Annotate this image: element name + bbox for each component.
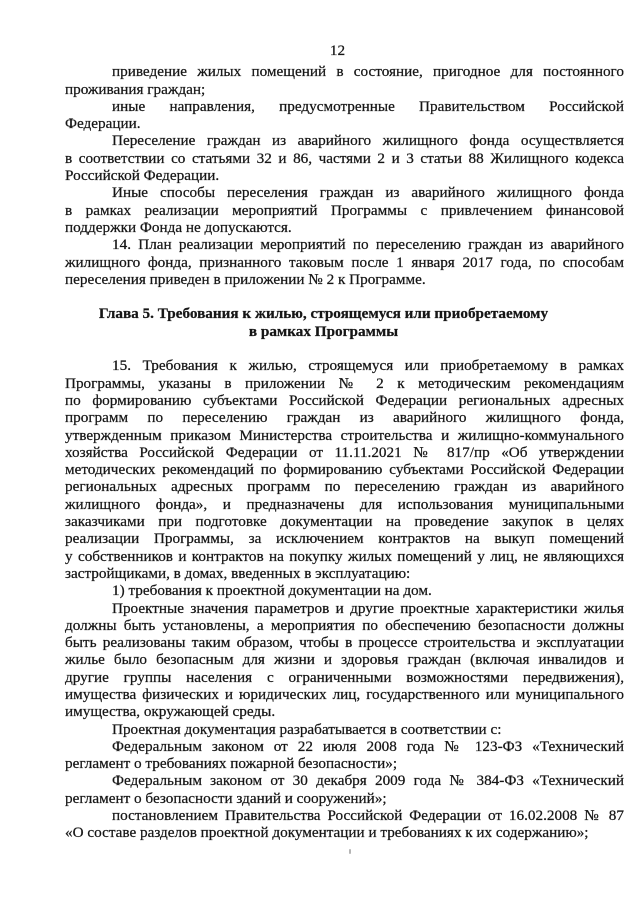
- text-line: утвержденным приказом Министерства строительства и жилищно-коммунального: [65, 426, 624, 444]
- text-line: Федеральным законом от 30 декабря 2009 года № 384-ФЗ «Технический: [112, 772, 624, 790]
- text-line: Иные способы переселения граждан из аварийного жилищного фонда: [112, 184, 624, 202]
- chapter-heading: [44, 305, 603, 340]
- text-line: хозяйства Российской Федерации от 11.11.2021 № 817/пр «Об утверждении: [65, 443, 624, 461]
- paragraph: [65, 600, 624, 721]
- heading-line: Глава 5. Требования к жилью, строящемуся или приобретаемому: [98, 305, 549, 323]
- text-line: жилье было безопасным для жизни и здоровья граждан (включая инвалидов и: [65, 651, 624, 669]
- text-line: реализации Программы, за исключением контрактов на выкуп помещений: [65, 530, 624, 548]
- paragraph: [65, 772, 624, 807]
- paragraph: [65, 807, 624, 842]
- text-line: по формированию субъектами Российской Федерации региональных адресных: [65, 391, 624, 409]
- text-line: переселения приведен в приложении № 2 к Программе.: [65, 270, 426, 288]
- scan-speck-artifact: [349, 849, 351, 854]
- text-line: Программы, указаны в приложении № 2 к методическим рекомендациям: [65, 374, 624, 392]
- text-line: Федеральным законом от 22 июля 2008 года № 123-ФЗ «Технический: [112, 737, 624, 755]
- text-column: [65, 42, 624, 842]
- paragraph: [65, 721, 624, 738]
- text-line: методических рекомендаций по формированию субъектами Российской Федерации: [65, 461, 624, 479]
- text-line: приведение жилых помещений в состояние, пригодное для постоянного: [112, 63, 624, 81]
- text-line: программ по переселению граждан из аварийного жилищного фонда,: [65, 409, 624, 427]
- paragraph: [65, 132, 624, 184]
- text-line: застройщиками, в домах, введенных в эксплуатацию:: [65, 564, 411, 582]
- text-line: в рамках реализации мероприятий Программы с привлечением финансовой: [65, 201, 624, 219]
- text-line: в соответствии со статьями 32 и 86, частями 2 и 3 статьи 88 Жилищного кодекса: [65, 149, 624, 167]
- paragraph: [65, 582, 624, 599]
- text-line: «О составе разделов проектной документации и требованиях к их содержанию»;: [65, 824, 589, 842]
- paragraph: [65, 98, 624, 133]
- paragraph: [65, 63, 624, 98]
- text-line: Проектные значения параметров и другие проектные характеристики жилья: [112, 599, 624, 617]
- paragraph: [65, 738, 624, 773]
- text-line: иные направления, предусмотренные Правительством Российской: [112, 97, 624, 115]
- text-line: должны быть установлены, а мероприятия по обеспечению безопасности должны: [65, 616, 624, 634]
- text-line: регламент о требованиях пожарной безопасности»;: [65, 755, 398, 773]
- document-body: [65, 63, 624, 841]
- text-line: имущества физических и юридических лиц, государственного или муниципального: [65, 685, 624, 703]
- text-line: Проектная документация разрабатывается в соответствии с:: [112, 720, 502, 738]
- text-line: проживания граждан;: [65, 80, 206, 98]
- text-line: жилищного фонда, признанного таковым после 1 января 2017 года, по способам: [65, 253, 624, 271]
- text-line: 14. План реализации мероприятий по переселению граждан из аварийного: [112, 236, 624, 254]
- paragraph: [65, 184, 624, 236]
- text-line: 15. Требования к жилью, строящемуся или приобретаемому в рамках: [112, 357, 624, 375]
- heading-line: в рамках Программы: [248, 322, 399, 340]
- text-line: регламент о безопасности зданий и сооружений»;: [65, 789, 387, 807]
- text-line: Российской Федерации.: [65, 167, 220, 185]
- text-line: жилищного фонда», и предназначены для использования муниципальными: [65, 495, 624, 513]
- text-line: другие группы населения с ограниченными возможностями передвижения),: [65, 668, 624, 686]
- text-line: Переселение граждан из аварийного жилищного фонда осуществляется: [112, 132, 624, 150]
- paragraph: [65, 357, 624, 582]
- text-line: постановлением Правительства Российской Федерации от 16.02.2008 № 87: [112, 807, 624, 825]
- text-line: поддержки Фонда не допускаются.: [65, 218, 292, 236]
- text-line: региональных адресных программ по переселению граждан из аварийного: [65, 478, 624, 496]
- paragraph: [65, 236, 624, 288]
- text-line: заказчиками при подготовке документации на проведение закупок в целях: [65, 513, 624, 531]
- text-line: у собственников и контрактов на покупку жилых помещений у лиц, не являющихся: [65, 547, 624, 565]
- text-line: быть реализованы таким образом, чтобы в процессе строительства и эксплуатации: [65, 634, 624, 652]
- text-line: 1) требования к проектной документации на дом.: [112, 582, 432, 600]
- page-number: 12: [329, 42, 346, 59]
- text-line: Федерации.: [65, 115, 141, 133]
- text-line: имущества, окружающей среды.: [65, 703, 276, 721]
